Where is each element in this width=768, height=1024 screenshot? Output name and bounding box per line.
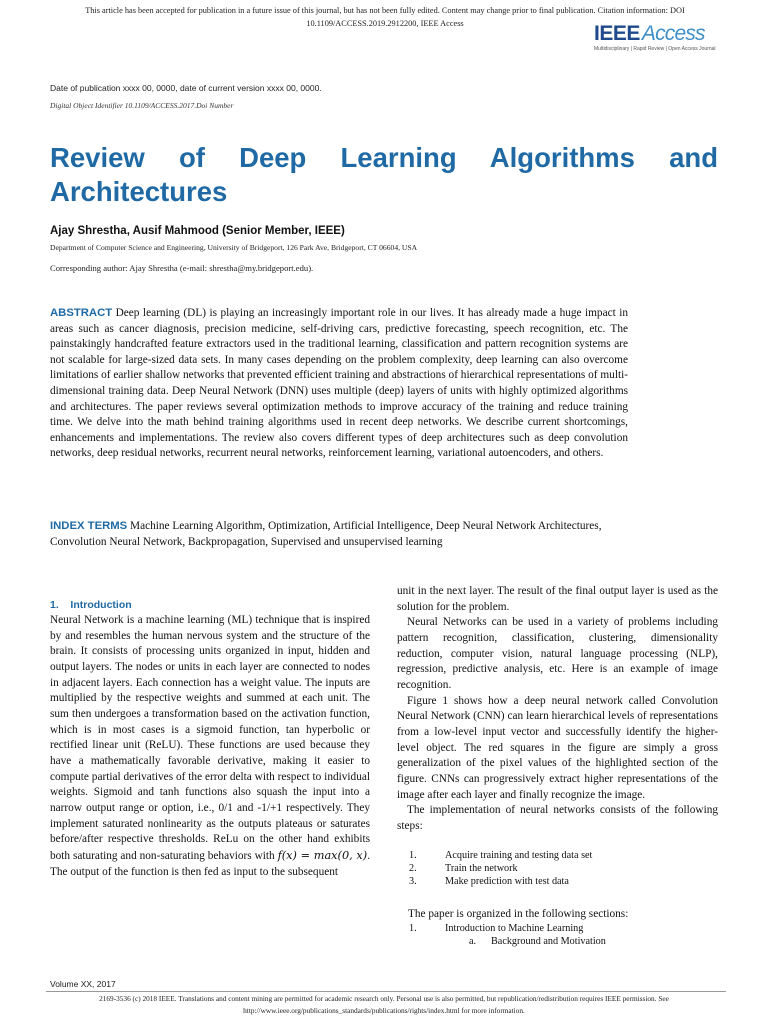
- publication-date: Date of publication xxxx 00, 0000, date of current version xxxx 00, 0000.: [50, 83, 322, 93]
- intro-paragraph-2: Neural Networks can be used in a variety of problems including pattern recognition, classification, clustering, dimensionality reduction, computer vision, natural language processing (NLP), regression, predictive analysis, etc. Here is an example of image recognition.: [397, 616, 718, 691]
- relu-formula: f(x) = max(0, x): [277, 848, 368, 862]
- intro-right-column: [397, 584, 718, 835]
- paper-outline-list: [397, 922, 718, 948]
- footer-line-1: 2169-3536 (c) 2018 IEEE. Translations and content mining are permitted for academic research only. Personal use is also permitted, but republication/redistribution requires IEEE permission. See: [99, 994, 669, 1003]
- abstract-label: ABSTRACT: [50, 307, 113, 319]
- intro-paragraph-continued: unit in the next layer. The result of the final output layer is used as the solution for the problem.: [397, 585, 718, 613]
- paper-title: Review of Deep Learning Algorithms and Architectures: [50, 142, 718, 207]
- logo-ieee-text: IEEE: [594, 22, 640, 45]
- index-terms-text: Machine Learning Algorithm, Optimization, Artificial Intelligence, Deep Neural Network Architectures, Convolution Neural Network, Backpropagation, Supervised and unsupervised learning: [50, 520, 602, 548]
- intro-paragraph-4: The implementation of neural networks consists of the following steps:: [397, 804, 718, 832]
- affiliation: Department of Computer Science and Engineering, University of Bridgeport, 126 Park Ave, Bridgeport, CT 06604, USA: [50, 243, 418, 252]
- footer-line-2: http://www.ieee.org/publications_standards/publications/rights/index.html for more information.: [243, 1005, 525, 1015]
- notice-line-1: This article has been accepted for publication in a future issue of this journal, but has not been fully edited. Content may change prior to final publication. Citation information: DOI: [85, 6, 685, 15]
- volume-label: Volume XX, 2017: [50, 979, 116, 989]
- copyright-footer: [20, 993, 748, 1016]
- list-item: 1. Acquire training and testing data set: [409, 850, 593, 861]
- logo-access-text: Access: [641, 22, 705, 45]
- logo-tagline: Multidisciplinary | Rapid Review | Open Access Journal: [594, 46, 716, 52]
- footer-divider: [46, 991, 726, 992]
- authors: Ajay Shrestha, Ausif Mahmood (Senior Member, IEEE): [50, 225, 345, 237]
- list-subitem: a. Background and Motivation: [469, 936, 606, 947]
- index-terms-label: INDEX TERMS: [50, 520, 128, 532]
- intro-paragraph-3: Figure 1 shows how a deep neural network called Convolution Neural Network (CNN) can learn hierarchical levels of representations from a low-level input vector and successfully identify the higher-level object. The red squares in the figure are simply a gross generalization of the pixel values of the highlighted section of the figure. CNNs can progressively extract higher representations of the image after each layer and finally recognize the image.: [397, 694, 718, 801]
- list-item: 2. Train the network: [409, 862, 518, 874]
- notice-line-2: 10.1109/ACCESS.2019.2912200, IEEE Access: [306, 19, 464, 28]
- section-heading-introduction: 1. Introduction: [50, 599, 132, 611]
- corresponding-author: Corresponding author: Ajay Shrestha (e-mail: shrestha@my.bridgeport.edu).: [50, 263, 314, 273]
- abstract-text: Deep learning (DL) is playing an increasingly important role in our lives. It has already made a huge impact in areas such as cancer diagnosis, precision medicine, self-driving cars, predictive forecasting, speech recognition, etc. The painstakingly handcrafted feature extractors used in the traditional learning, classification and pattern recognition systems are not scalable for large-sized data sets. In many cases depending on the problem complexity, deep learning can also overcome limitations of earlier shallow networks that prevented efficient training and abstractions of hierarchical representations of multi-dimensional training data. Deep Neural Network (DNN) uses multiple (deep) layers of units with highly optimized algorithms and architectures. The paper reviews several optimization methods to improve accuracy of the training and reduce training time. We delve into the math behind training algorithms used in recent deep networks. We describe current shortcomings, enhancements and implementations. The review also covers different types of deep architectures such as deep convolution networks, deep residual networks, recurrent neural networks, reinforcement learning, variational autoencoders, and others.: [50, 307, 629, 460]
- organization-intro: The paper is organized in the following sections:: [408, 908, 629, 920]
- doi-line: Digital Object Identifier 10.1109/ACCESS.2017.Doi Number: [50, 101, 234, 110]
- intro-paragraph-1-end: . The output of the function is then fed as input to the subsequent: [50, 849, 371, 878]
- index-terms: [50, 519, 650, 550]
- list-item: 3. Make prediction with test data: [409, 875, 569, 887]
- list-item: 1. Introduction to Machine Learning: [409, 923, 584, 934]
- ieee-access-logo: [594, 23, 734, 57]
- abstract: [50, 306, 628, 462]
- intro-left-column: [50, 613, 370, 880]
- intro-paragraph-1: Neural Network is a machine learning (ML) technique that is inspired by and resembles the human nervous system and the structure of the brain. It consists of processing units organized in input, hidden and output layers. The nodes or units in each layer are connected to nodes in adjacent layers. Each connection has a weight value. The inputs are multiplied by the respective weights and summed at each unit. The sum then undergoes a transformation based on the activation function, which is in most cases is a sigmoid function, tan hyperbolic or rectified linear unit (ReLU). These functions are used because they have a mathematically favorable derivative, making it easier to compute partial derivatives of the error delta with respect to individual weights. Sigmoid and tanh functions also squash the input into a narrow output range or option, i.e., 0/1 and -1/+1 respectively. They implement saturated nonlinearity as the outputs plateaus or saturates before/after respective thresholds. ReLu on the other hand exhibits both saturating and non-saturating behaviors with: [50, 614, 370, 862]
- implementation-steps-list: [397, 850, 718, 888]
